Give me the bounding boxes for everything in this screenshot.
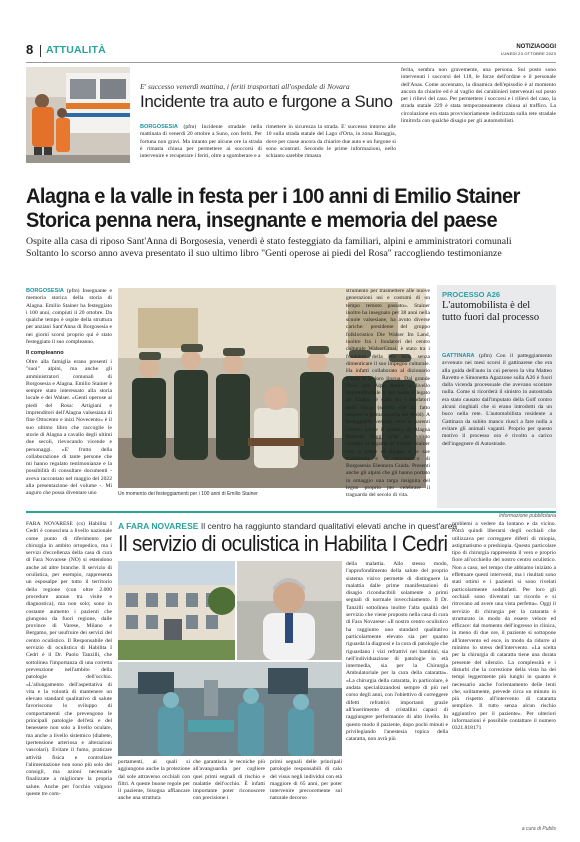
top-article-title: Incidente tra auto e furgone a Suno [140, 92, 393, 111]
ambulance-photo [26, 67, 130, 163]
sidebar-body-wrap [442, 353, 552, 505]
main-headline-1: Alagna e la valle in festa per i 100 anni di Emilio Stainer [26, 184, 520, 208]
main-col1-text: Insegnante e memoria storica della storia di Alagna. Emilio Stainer ha festeggiato i 100 anni, compiuti il 20 ottobre. Da qualche tempo è ospite della struttura per anziani Sant'Anna di Borgosesia e nei giorni scorsi proprio qui è stato festeggiato il suo compleanno. [26, 288, 112, 346]
ad-kicker-place: A FARA NOVARESE [118, 521, 199, 531]
ad-col5: problemi a vedere da lontano e da vicino. Potrà quindi liberarsi degli occhiali che utilizzava per correggere difetti di miopia, astigmatismo o presbiopia. Questo particolare tipo di chirurgia rappresenta il vero e proprio fiore all'occhiello del nostro centro oculistico. Non a caso, nel tempo che abbiamo iniziato a effettuare questi interventi, ma i risultati sono stati ottimi e i pazienti si sono rivelati particolarmente soddisfatti. Per loro gli occhiali sono diventati un ricordo e si ritrovano ad avere una vista perfetta». Oggi il servizio di chirurgia per la cataratta è strutturato in modo da essere veloce ed efficace: dal momento dell'ingresso in clinica, in meno di due ore, il paziente si sottopone all'intervento ed esce, in modo da ridurre al minimo lo stress dell'intervento. «La scelta per la chirurgia di cataratta tiene una durata presente del silenzio. La complessità e i disturbi che la correzione della vista ha dei tempi leggermente più lunghi in quanto è necessario anche l'orientamento delle lenti che, solitamente, prevede circa un minuto in più rispetto all'intervento di cataratta semplice. Il tutto senza alcun rischio aggiuntivo per il paziente». Per ulteriori informazioni è possibile contattare il numero 0321.818171 [452, 521, 556, 732]
top-article-col2: rimettere in sicurezza la strada. E' successo intorno alle 10 sulla strada statale del Lago d'Orta, in zona Baraggia, dove per cause ancora da chiarire due auto e un furgone si sono scontrati. Secondo le prime informazioni, nello schianto sarebbe rimasta [266, 124, 396, 160]
ad-kicker-text: Il centro ha raggiunto standard qualitativi elevati anche in quest'area [200, 521, 458, 531]
ad-title: Il servizio di oculistica in Habilita I Cedri [118, 531, 448, 556]
celebration-photo-caption: Un momento dei festeggiamenti per i 100 anni di Emilio Stainer [118, 491, 258, 497]
sidebar-title: L'automobilista è del tutto fuori dal processo [442, 300, 540, 323]
sidebar-kicker: PROCESSO A26 [442, 290, 501, 299]
main-col1-heading: Il compleanno [26, 350, 64, 356]
main-col1-body: Oltre alla famiglia erano presenti i "suoi" alpini, ma anche gli amministratori comunali di Borgosesia e Alagna. Emilio Stainer è sempre stato interessato alla storia locale e dei Walser. «Genti operose ai piedi del Rosa: Artigiani e imprenditori dell'Alagna valsesiana di fine Ottocento e inizi Novecento» è il suo ultimo libro che raccoglie le storie di Alagna a cavallo degli ultimi due secoli, rievocando vicende e personaggi. «E' frutto della collaborazione di tante persone che mi hanno regalato testimonianze e la possibilità di consultare documenti - aveva raccontato nel maggio del 2022 alla presentazione del volume -. Mi auguro che possa diventare uno [26, 359, 112, 497]
page-number: 8 [26, 42, 34, 57]
main-subtitle-1: Ospite alla casa di riposo Sant'Anna di Borgosesia, venerdì è stato festeggiato da familiari, alpini e amministratori comunali [26, 236, 512, 247]
main-col3: strumento per trasmettere alle nuove generazioni usi e costumi di un tempo remoto passato». Stainer inoltre ha insegnato per 38 anni nella scuole valsesiane, ha avuto diverse cariche: presidente del gruppo folkloristico Die Walser Im Land, inoltre fra i fondatori del centro culturale WalserGmai, è stato tra i fondatori della Pro loco, senza dimenticare il suo impegno culturale. Ha infatti collaborato al dizionario walser e la loro lingua. Dal grande Nord alle Alpi. Anche a livello imprenditoriale il suo nome è legato ad Alagna, è stato tra i fondatori della Sezsa (società che ha fatto nascere la prima sciovia del Wold). A festeggiarlo venerdì oltre ai parenti c'erano anche il sindaco di Alagna Roberto Veggi (che ha voluto ribadire il legame di Emilio Stainer con il paese di Alagna e le sue tradizioni) e il vicesindaco di Borgosesia Eleonora Guida. Presenti anche gli alpini che gli hanno portato in omaggio una targa insignita del legno proprio per celebrare il traguardo del secolo di vita. [346, 288, 430, 499]
advert-rule [26, 511, 556, 513]
advert-label: Informazione pubblicitaria [499, 513, 556, 519]
main-article-location: BORGOSESIA [26, 288, 64, 294]
page-header [26, 44, 556, 62]
sidebar-author: (pfm) [478, 353, 492, 359]
top-article-col1-text: Incidente stradale nella mattinata di venerdì 20 ottobre a Suno, con feriti. Per fortuna non gravi. Ma intanto per alcune ore la strada è rimasta chiusa per permettere ai soccorsi di intervenire e recuperare i feriti, oltre a sgomberare e a [140, 124, 262, 160]
main-article-author: (pfm) [66, 288, 80, 294]
ad-col4: della malattia. Allo stesso modo, l'approfondimento della salute del proprio sistema visivo permette di distinguere la malattia dalle prime manifestazioni di disagio riconducibili solamente a primi segnali di normale invecchiamento. Il Dr. Tanzilli sottolinea inoltre l'alta qualità del servizio che viene proposto nella casa di cura di Fara Novarese: «Il nostro centro oculistico ha raggiunto uno standard qualitativo particolarmente elevato sia per quanto riguarda la diagnosi e la cura di patologie che riguardano i vizi refrattivi nei bambini, sia nell'individuazione di patologie in età intermedia, sia per la Chirurgia Ambulatoriale per la cura della cataratta». «La chirurgia della cataratta, in particolare, è andata specializzandosi sempre di più nel corso degli anni, con l'obiettivo di correggere difetti refrattivi importanti grazie all'inserimento di cristallini capaci di raggiungere performance di alto livello. In questo modo il paziente, dopo pochi minuti e privilegiando l'anestesia topica della cataratta, non avrà più [346, 561, 448, 743]
surgery-room-photo [118, 662, 342, 756]
sidebar-location: GATTINARA [442, 353, 475, 359]
publication-date: LUNEDÌ 23 OTTOBRE 2023 [500, 51, 556, 56]
ad-col2-bottom: portamenti, ai quali si aggiungono anche la protezione dal sole attraverso occhiali con filtri. A queste buone regole per il paziente, bisogna affiancare anche una struttura [118, 759, 190, 802]
top-article-location: BORGOSESIA [140, 124, 178, 130]
top-article-col3: ferita, sembra non gravemente, una persona. Sul posto sono intervenuti i soccorsi del 118, le forze dell'ordine e il personale dell'Anas. Come accennato, la dinamica dell'episodio è al momento ancora da chiarire ed è al vaglio dei carabinieri intervenuti sul posto per i rilievi del caso. Per permettere i soccorsi e i rilievi del caso, la strada statale 229 è stata temporaneamente chiusa al traffico. La circolazione era stata provvisoriamente indirizzata sulla rete stradale limitrofa con qualche disagio per gli automobilisti. [401, 67, 556, 125]
top-article-col1 [140, 124, 262, 162]
ad-col3-bottom: che garantisca le tecniche più all'avanguardia per cogliere quei primi segnali di rischio e malattie dell'occhio. È infatti importante poter riconoscere con precisione i [193, 759, 265, 802]
main-subtitle-2: Soltanto lo scorso anno aveva presentato il suo ultimo libro "Genti operose ai piedi del Rosa" raccogliendo testimonianze [26, 248, 502, 259]
sidebar-body: Con il patteggiamento avvenuto nei mesi scorsi il gattinarese che era alla guida dell'auto in cui persero la vita Matteo Ravetto e Simonetta Agazzone sulla A26 è fuori dalla vicenda processuale che avevano scontare nulla. Come si ricorderà il sinistro in autostrada era stato causato dall'imputato della Golf contro alcuni cinghiali che si erano introdotti da un buco nella rete. L'automobilista residente a Gattinara da subito manco riuscì a fare nulla a evitare gli animali vaganti. Proprio per questo motivo il processo ora è rivolto a carico dell'ingegnere di Autostrade. [442, 353, 552, 447]
header-divider [40, 45, 41, 57]
main-headline-2: Storica penna nera, insegnante e memoria del paese [26, 208, 498, 232]
section-title: ATTUALITÀ [46, 44, 106, 56]
top-article-author: (pfm) [183, 124, 197, 130]
ad-col1: FARA NOVARESE (cs) Habilita I Cedri è conosciuta a livello nazionale come punto di riferimento per chirurgia in ambito ortopedico, ma i servizi d'eccellenza della casa di cura di Fara Novarese (NO) si estendono anche ad altre branche. Il servizio di oculistica, per esempio, rappresenta un esposalpe per tutto il territorio della regione (con oltre 2.000 procedure annue tra visite e diagnostica), ma non solo; sono in costante aumento i pazienti che giungono da fuori regione, dalle province di Varese, Milano e Bergamo, per usufruire dei servizi del centro oculistico. Il Responsabile del servizio di oculistica di Habilita I Cedri è il Dr. Paolo Tanzilli, che sottolinea l'importanza di una corretta prevenzione nell'ambito della patologie dell'occhio. «L'allungamento dell'aspettativa di vita e la volontà di mantenere un elevato standard qualitativo di salute favoriscono lo sviluppo di comportamenti che prevengono le principali patologie dell'età e del benessere non solo a livello oculare, ma anche a livello sistemico (diabete, ipertensione arteriosa e alterazioni vascolari). Evitare il fumo, praticare attività fisica e controllare l'alimentazione non sono più solo dei consigli, ma azioni necessarie finalizzate a migliorare la propria salute. Anche per l'occhio valgono queste tre com- [26, 521, 112, 797]
main-col1-intro [26, 288, 112, 346]
ad-footer-credit: a cura di Publis [521, 826, 556, 832]
clinic-building-photo [118, 561, 235, 660]
top-article-kicker: E' successo venerdì mattina, i feriti trasportati all'ospedale di Novara [140, 82, 350, 91]
publication-name: NOTIZIAOGGI [516, 44, 556, 50]
ophthalmologist-photo [237, 561, 342, 660]
ad-col4-bottom: primi segnali delle principali patologie responsabili di calo del visus negli individui con età maggiore di 65 anni, per poter intervenire precocemente sul naturale decorso [270, 759, 342, 802]
header-rule [26, 62, 556, 63]
sidebar-box [437, 285, 556, 508]
ad-kicker [118, 521, 457, 531]
